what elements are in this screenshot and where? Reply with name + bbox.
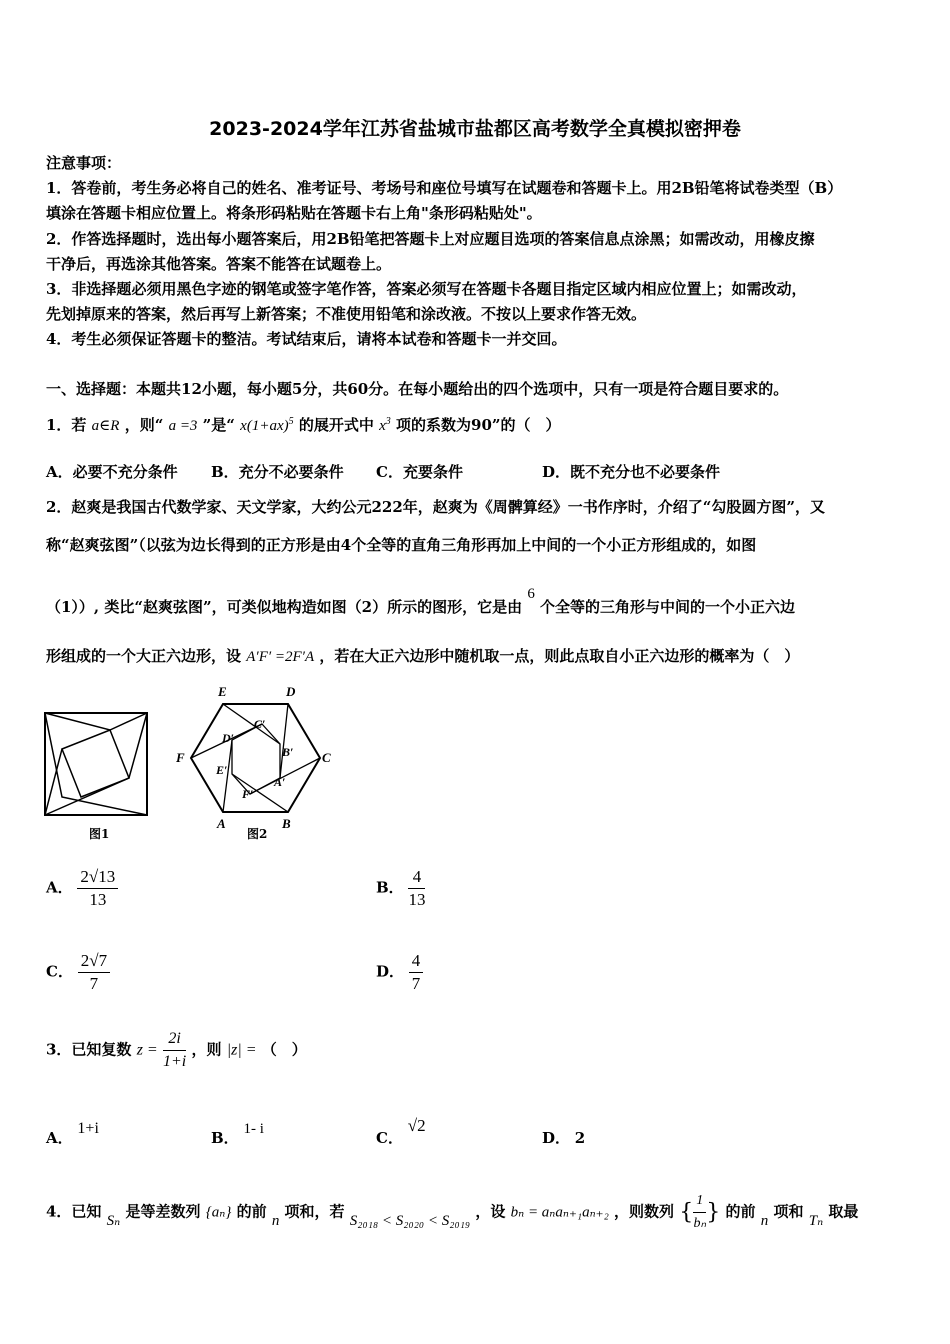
q1-text: ，则“ bbox=[124, 416, 164, 434]
question-3 bbox=[46, 1028, 307, 1073]
q1-text: 1．若 bbox=[46, 416, 87, 434]
q1-text: 项的系数为90”的（ ） bbox=[396, 416, 561, 434]
notice-line: 先划掉原来的答案，然后再写上新答案；不准使用铅笔和涂改液。不按以上要求作答无效。 bbox=[46, 305, 647, 323]
numerator: 2i bbox=[163, 1028, 186, 1051]
q4-bn-definition: bₙ = aₙaₙ₊₁aₙ₊₂ bbox=[510, 1204, 609, 1221]
q4-text: 4．已知 bbox=[46, 1202, 102, 1221]
figure-1-zhao-shuang-diagram bbox=[44, 712, 150, 818]
q4-inequality: S₂₀₁₈ < S₂₀₂₀ < S₂₀₁₉ bbox=[349, 1212, 471, 1229]
q4-text: 是等差数列 bbox=[125, 1202, 201, 1221]
notice-line: 1．答卷前，考生务必将自己的姓名、准考证号、考场号和座位号填写在试题卷和答题卡上。用2B铅笔将试卷类型（B） bbox=[46, 179, 843, 197]
q4-text: ，设 bbox=[475, 1202, 506, 1221]
notice-line: 2．作答选择题时，选出每小题答案后，用2B铅笔把答题卡上对应题目选项的答案信息点涂黑；如需改动，用橡皮擦 bbox=[46, 230, 815, 248]
option-value: √2 bbox=[407, 1116, 426, 1135]
option-label: D． bbox=[376, 962, 405, 981]
triangle-edge bbox=[45, 713, 147, 730]
fraction bbox=[77, 866, 118, 911]
notice-line: 干净后，再选涂其他答案。答案不能答在试题卷上。 bbox=[46, 255, 392, 273]
q1-term-exponent: 3 bbox=[385, 416, 391, 427]
q2-text: 个全等的三角形与中间的一个小正六边 bbox=[540, 598, 796, 616]
q4-text: 的前 bbox=[725, 1202, 756, 1221]
label-D-prime: D′ bbox=[222, 731, 235, 745]
numerator: 1 bbox=[693, 1190, 706, 1213]
figure-1-caption: 图1 bbox=[89, 827, 110, 841]
q3-variable: z = bbox=[136, 1041, 158, 1059]
option-label: D． bbox=[542, 1129, 571, 1147]
label-C: C bbox=[322, 750, 331, 765]
inner-square bbox=[62, 730, 129, 797]
option-label: A． bbox=[46, 878, 73, 897]
notice-heading: 注意事项： bbox=[46, 154, 122, 172]
q3-option-c[interactable] bbox=[376, 1115, 426, 1147]
option-label: C． bbox=[46, 962, 73, 981]
fraction bbox=[409, 950, 424, 995]
q1-expression: x(1+ax) bbox=[240, 418, 289, 434]
q2-option-d[interactable] bbox=[376, 950, 423, 995]
option-value: 1- i bbox=[243, 1121, 264, 1137]
label-C-prime: C′ bbox=[254, 717, 266, 731]
notice-line: 填涂在答题卡相应位置上。将条形码粘贴在答题卡右上角"条形码粘贴处"。 bbox=[46, 204, 542, 222]
q4-n: n bbox=[760, 1212, 769, 1229]
q3-option-b[interactable] bbox=[211, 1117, 264, 1147]
figure-2-hexagon-diagram bbox=[170, 682, 340, 832]
q2-line bbox=[46, 586, 796, 617]
fraction bbox=[78, 950, 110, 995]
q1-text: 的展开式中 bbox=[298, 416, 374, 434]
label-E-prime: E′ bbox=[216, 763, 228, 777]
q1-option-a[interactable]: A．必要不充分条件 bbox=[46, 463, 178, 481]
q3-modulus: |z| = bbox=[226, 1041, 257, 1059]
fraction bbox=[408, 866, 425, 911]
q2-option-b[interactable] bbox=[376, 866, 425, 911]
q2-line bbox=[46, 645, 799, 666]
q4-text: 的前 bbox=[236, 1202, 267, 1221]
outer-square bbox=[45, 713, 147, 815]
q3-option-a[interactable] bbox=[46, 1117, 99, 1147]
label-A-prime: A′ bbox=[274, 775, 286, 789]
numerator: 4 bbox=[408, 866, 425, 889]
label-A: A bbox=[217, 816, 226, 831]
question-1 bbox=[46, 414, 561, 435]
q2-text: 形组成的一个大正六边形，设 bbox=[46, 647, 242, 665]
option-value: 2 bbox=[574, 1129, 586, 1147]
left-brace: { bbox=[679, 1200, 694, 1225]
triangle-edge bbox=[45, 713, 147, 815]
q3-text: ，则 bbox=[191, 1040, 222, 1059]
q4-text: 取最 bbox=[828, 1202, 859, 1221]
denominator: 13 bbox=[89, 890, 107, 909]
q1-exponent: 5 bbox=[288, 416, 294, 427]
q3-text: （ ） bbox=[261, 1040, 307, 1059]
q4-sequence: {aₙ} bbox=[205, 1204, 232, 1221]
label-B-prime: B′ bbox=[282, 745, 294, 759]
q2-text: （1））, 类比“赵爽弦图”，可类似地构造如图（2）所示的图形，它是由 bbox=[46, 598, 523, 616]
option-label: A． bbox=[46, 1129, 73, 1147]
q4-n: n bbox=[271, 1212, 280, 1229]
label-D: D bbox=[286, 684, 296, 699]
denominator: 7 bbox=[89, 974, 99, 993]
notice-line: 4．考生必须保证答题卡的整洁。考试结束后，请将本试卷和答题卡一并交回。 bbox=[46, 330, 567, 348]
q4-text: 项和 bbox=[773, 1202, 804, 1221]
option-label: C． bbox=[376, 1129, 403, 1147]
label-F: F bbox=[176, 750, 185, 765]
triangle-edge bbox=[45, 713, 147, 815]
q3-option-d[interactable] bbox=[542, 1127, 585, 1148]
notice-line: 3．非选择题必须用黑色字迹的钢笔或签字笔作答，答案必须写在答题卡各题目指定区域内相应位置上；如需改动， bbox=[46, 280, 807, 298]
numerator: 2√13 bbox=[77, 866, 118, 889]
page-title: 2023-2024学年江苏省盐城市盐都区高考数学全真模拟密押卷 bbox=[209, 118, 741, 140]
q1-option-d[interactable]: D．既不充分也不必要条件 bbox=[542, 463, 721, 481]
q2-number: 6 bbox=[527, 586, 535, 602]
denominator: bₙ bbox=[693, 1216, 707, 1231]
label-E: E bbox=[218, 684, 227, 699]
q1-equation: a =3 bbox=[168, 418, 198, 434]
q1-condition: a∈R bbox=[91, 418, 120, 434]
q2-line: 称“赵爽弦图”（以弦为边长得到的正方形是由4个全等的直角三角形再加上中间的一个小正方形组成的，如图 bbox=[46, 536, 757, 554]
option-label: B． bbox=[211, 1129, 239, 1147]
q1-option-b[interactable]: B．充分不必要条件 bbox=[211, 463, 344, 481]
q4-text: 项和，若 bbox=[284, 1202, 345, 1221]
triangle-edge bbox=[280, 704, 288, 778]
option-value: 1+i bbox=[77, 1120, 99, 1137]
section-heading: 一、选择题：本题共12小题，每小题5分，共60分。在每小题给出的四个选项中，只有一项是符合题目要求的。 bbox=[46, 380, 789, 398]
q1-text: ”是“ bbox=[202, 416, 235, 434]
q1-option-c[interactable]: C．充要条件 bbox=[376, 463, 463, 481]
q2-condition: A′F′ =2F′A bbox=[246, 649, 315, 665]
q3-fraction bbox=[163, 1028, 186, 1073]
denominator: 13 bbox=[408, 890, 426, 909]
q2-line: 2．赵爽是我国古代数学家、天文学家，大约公元222年，赵爽为《周髀算经》一书作序时，介绍了“勾股圆方图”，又 bbox=[46, 498, 826, 516]
q4-fraction bbox=[693, 1190, 706, 1235]
numerator: 2√7 bbox=[78, 950, 110, 973]
option-label: B． bbox=[376, 878, 404, 897]
numerator: 4 bbox=[409, 950, 424, 973]
label-F-prime: F′ bbox=[242, 787, 254, 801]
q3-text: 3．已知复数 bbox=[46, 1040, 132, 1059]
q1-term: x bbox=[379, 418, 386, 434]
denominator: 1+i bbox=[162, 1053, 187, 1070]
denominator: 7 bbox=[411, 974, 421, 993]
question-4 bbox=[46, 1190, 858, 1235]
q4-tn: Tₙ bbox=[808, 1212, 824, 1229]
q2-option-a[interactable] bbox=[46, 866, 118, 911]
label-B: B bbox=[282, 816, 291, 831]
right-brace: } bbox=[706, 1200, 721, 1225]
q4-text: ，则数列 bbox=[614, 1202, 675, 1221]
q2-option-c[interactable] bbox=[46, 950, 110, 995]
q2-text: ，若在大正六边形中随机取一点，则此点取自小正六边形的概率为（ ） bbox=[319, 647, 800, 665]
q4-sn: Sₙ bbox=[106, 1212, 121, 1229]
figure-2-caption: 图2 bbox=[247, 827, 268, 841]
